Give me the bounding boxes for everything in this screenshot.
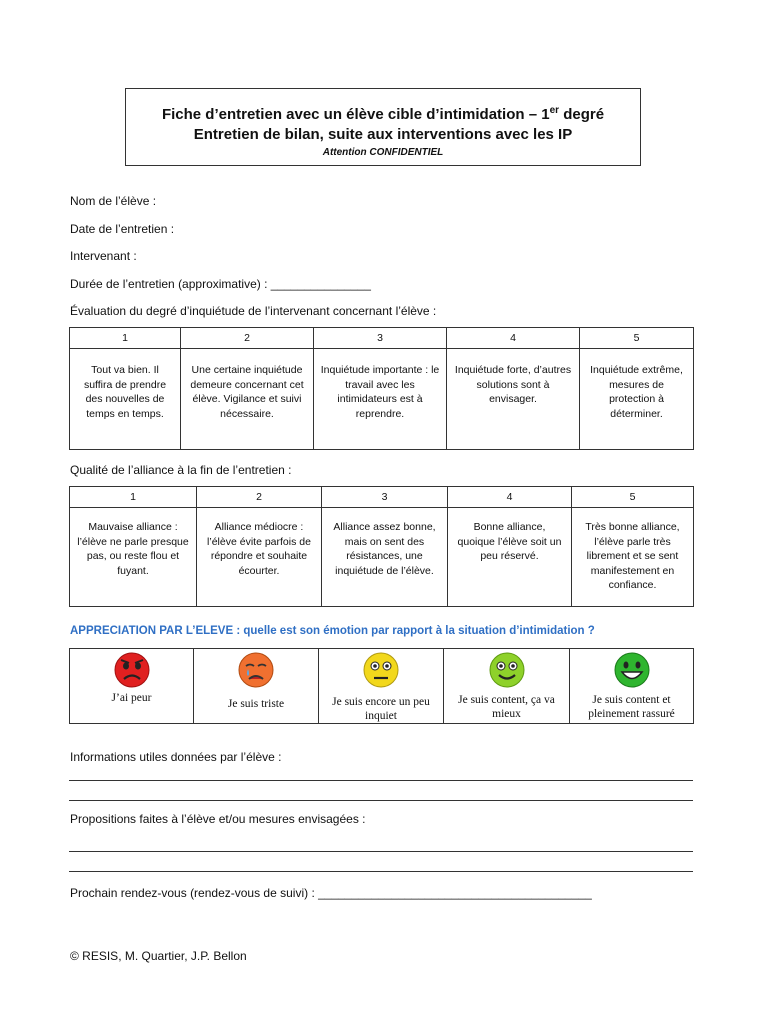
propositions-line-1[interactable] bbox=[69, 851, 693, 852]
useful-info-line-1[interactable] bbox=[69, 780, 693, 781]
emotion-cell-better[interactable] bbox=[444, 649, 570, 724]
grinning-face-icon bbox=[613, 651, 651, 689]
worry-desc-3: Inquiétude importante : le travail avec les intimidateurs est à reprendre. bbox=[314, 349, 447, 450]
neutral-face-icon bbox=[362, 651, 400, 689]
alliance-quality-label: Qualité de l’alliance à la fin de l’entretien : bbox=[70, 463, 292, 477]
smiling-face-icon bbox=[488, 651, 526, 689]
title-line-2: Entretien de bilan, suite aux interventions avec les IP bbox=[193, 126, 573, 143]
emotion-label-reassured: Je suis content et pleinement rassuré bbox=[588, 694, 675, 720]
worry-level-4: 4 bbox=[447, 328, 580, 349]
confidential-note: Attention CONFIDENTIEL bbox=[322, 147, 444, 158]
appreciation-heading: APPRECIATION PAR L’ELEVE : quelle est son émotion par rapport à la situation d’intimidation ? bbox=[70, 625, 595, 637]
alliance-desc-2: Alliance médiocre : l’élève évite parfois de répondre et souhaite écourter. bbox=[197, 508, 322, 607]
alliance-scale-table bbox=[69, 486, 694, 607]
alliance-level-4: 4 bbox=[448, 487, 572, 508]
emotion-label-better: Je suis content, ça va mieux bbox=[458, 694, 555, 720]
propositions-line-2[interactable] bbox=[69, 871, 693, 872]
emotion-cell-reassured[interactable] bbox=[570, 649, 694, 724]
title-line-1: Fiche d’entretien avec un élève cible d’intimidation – 1er degré bbox=[161, 105, 605, 123]
emotion-cell-sad[interactable] bbox=[194, 649, 319, 724]
alliance-desc-5: Très bonne alliance, l’élève parle très librement et se sent manifestement en confiance. bbox=[572, 508, 694, 607]
alliance-level-5: 5 bbox=[572, 487, 694, 508]
worry-level-1: 1 bbox=[70, 328, 181, 349]
emotion-table bbox=[69, 648, 694, 724]
emotion-cell-worried[interactable] bbox=[319, 649, 444, 724]
useful-info-label: Informations utiles données par l’élève : bbox=[70, 750, 282, 764]
alliance-level-2: 2 bbox=[197, 487, 322, 508]
emotion-cell-fear[interactable] bbox=[70, 649, 194, 724]
worry-level-5: 5 bbox=[580, 328, 694, 349]
worry-evaluation-label: Évaluation du degré d’inquiétude de l’intervenant concernant l’élève : bbox=[70, 304, 437, 318]
worry-level-2: 2 bbox=[181, 328, 314, 349]
propositions-label: Propositions faites à l’élève et/ou mesures envisagées : bbox=[70, 812, 366, 826]
useful-info-line-2[interactable] bbox=[69, 800, 693, 801]
duration-field: Durée de l’entretien (approximative) : _______________ bbox=[70, 277, 371, 291]
worry-scale-table bbox=[69, 327, 694, 450]
interview-date-field: Date de l’entretien : bbox=[70, 222, 175, 236]
title-box bbox=[125, 88, 641, 166]
next-meeting-field: Prochain rendez-vous (rendez-vous de suivi) : _________________________________________ bbox=[70, 886, 592, 900]
emotion-label-fear: J’ai peur bbox=[111, 692, 152, 704]
alliance-desc-1: Mauvaise alliance : l’élève ne parle presque pas, ou reste flou et fuyant. bbox=[70, 508, 197, 607]
worry-desc-5: Inquiétude extrême, mesures de protection à déterminer. bbox=[580, 349, 694, 450]
angry-face-icon bbox=[113, 651, 151, 689]
copyright-footer: © RESIS, M. Quartier, J.P. Bellon bbox=[70, 949, 247, 963]
alliance-level-3: 3 bbox=[322, 487, 448, 508]
emotion-label-sad: Je suis triste bbox=[227, 698, 285, 710]
crying-face-icon bbox=[237, 651, 275, 689]
alliance-desc-3: Alliance assez bonne, mais on sent des résistances, une inquiétude de l’élève. bbox=[322, 508, 448, 607]
worry-desc-4: Inquiétude forte, d’autres solutions sont à envisager. bbox=[447, 349, 580, 450]
worry-desc-2: Une certaine inquiétude demeure concernant cet élève. Vigilance et suivi nécessaire. bbox=[181, 349, 314, 450]
worry-level-3: 3 bbox=[314, 328, 447, 349]
emotion-label-worried: Je suis encore un peu inquiet bbox=[332, 696, 430, 722]
alliance-level-1: 1 bbox=[70, 487, 197, 508]
intervenant-field: Intervenant : bbox=[70, 249, 137, 263]
worry-desc-1: Tout va bien. Il suffira de prendre des nouvelles de temps en temps. bbox=[70, 349, 181, 450]
student-name-field: Nom de l’élève : bbox=[70, 194, 157, 208]
alliance-desc-4: Bonne alliance, quoique l’élève soit un peu réservé. bbox=[448, 508, 572, 607]
